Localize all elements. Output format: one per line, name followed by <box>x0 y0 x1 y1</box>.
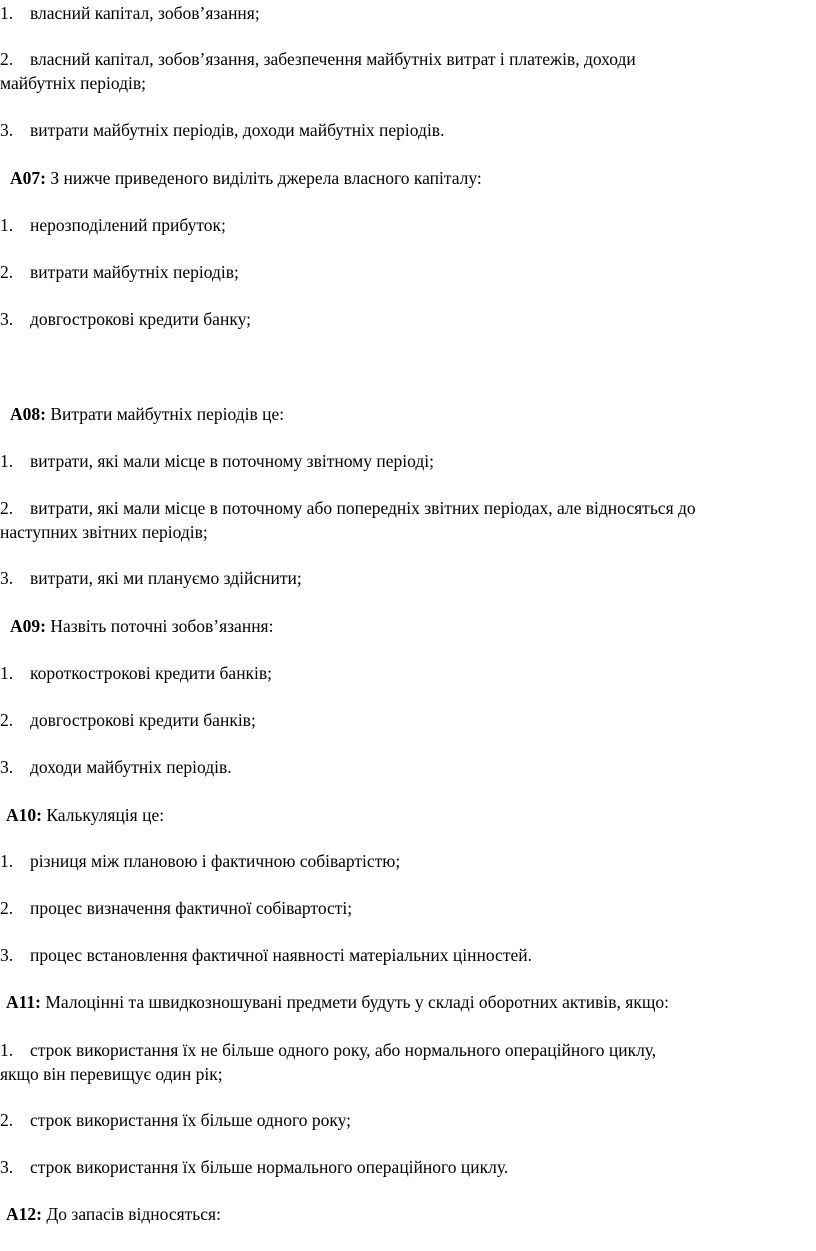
option-number: 2. <box>0 710 14 730</box>
option-text-continued: якщо він перевищує один рік; <box>0 1064 223 1084</box>
question-prompt: Калькуляція це: <box>46 805 165 825</box>
option-text-continued: майбутніх періодів; <box>0 73 146 93</box>
list-item <box>0 1 810 25</box>
question-id: А10: <box>6 805 42 825</box>
list-item <box>0 896 810 920</box>
option-number: 3. <box>0 309 14 329</box>
list-item <box>0 708 810 732</box>
option-number: 2. <box>0 898 14 918</box>
option-text: витрати майбутніх періодів, доходи майбутніх періодів. <box>30 120 445 140</box>
list-item <box>0 260 810 284</box>
option-number: 2. <box>0 498 14 518</box>
option-number: 1. <box>0 215 14 235</box>
option-text: процес визначення фактичної собівартості; <box>30 898 353 918</box>
list-item <box>0 307 810 331</box>
option-number: 2. <box>0 1110 14 1130</box>
option-text-continued: наступних звітних періодів; <box>0 522 208 542</box>
option-number: 3. <box>0 757 14 777</box>
option-number: 1. <box>0 851 14 871</box>
list-item <box>0 566 810 590</box>
list-item <box>0 1108 810 1132</box>
option-number: 2. <box>0 262 14 282</box>
question-id: А08: <box>10 404 46 424</box>
list-item <box>0 661 810 685</box>
list-item <box>0 118 810 142</box>
option-text: витрати, які ми плануємо здійснити; <box>30 568 302 588</box>
option-number: 2. <box>0 49 14 69</box>
list-item <box>0 449 810 473</box>
option-text: витрати, які мали місце в поточному або попередніх звітних періодах, але відносяться до <box>30 498 696 518</box>
list-item <box>0 849 810 873</box>
list-item <box>0 1038 810 1062</box>
list-item <box>0 213 810 237</box>
list-item <box>0 1155 810 1179</box>
list-item <box>0 496 810 520</box>
question-heading <box>0 1202 816 1226</box>
option-number: 3. <box>0 1157 14 1177</box>
option-number: 3. <box>0 945 14 965</box>
option-number: 3. <box>0 120 14 140</box>
question-id: А12: <box>6 1204 42 1224</box>
question-heading <box>0 990 816 1014</box>
option-text: нерозподілений прибуток; <box>30 215 226 235</box>
option-number: 1. <box>0 1040 14 1060</box>
question-prompt: Витрати майбутніх періодів це: <box>50 404 285 424</box>
option-text: витрати, які мали місце в поточному звітному періоді; <box>30 451 434 471</box>
question-prompt: З нижче приведеного виділіть джерела власного капіталу: <box>50 168 482 188</box>
option-text: різниця між плановою і фактичною собівартістю; <box>30 851 401 871</box>
option-number: 1. <box>0 3 14 23</box>
option-text: доходи майбутніх періодів. <box>30 757 232 777</box>
question-id: А09: <box>10 616 46 636</box>
question-prompt: Малоцінні та швидкозношувані предмети будуть у складі оборотних активів, якщо: <box>45 992 669 1012</box>
question-heading <box>0 614 816 638</box>
question-heading <box>0 803 816 827</box>
option-text: строк використання їх більше одного року; <box>30 1110 352 1130</box>
option-number: 1. <box>0 451 14 471</box>
option-text: витрати майбутніх періодів; <box>30 262 239 282</box>
list-item <box>0 943 810 967</box>
question-id: А11: <box>6 992 41 1012</box>
question-heading <box>0 402 816 426</box>
list-item <box>0 755 810 779</box>
option-text: власний капітал, зобов’язання; <box>30 3 260 23</box>
option-text: довгострокові кредити банку; <box>30 309 251 329</box>
option-text: строк використання їх більше нормального операційного циклу. <box>30 1157 509 1177</box>
question-prompt: Назвіть поточні зобов’язання: <box>50 616 274 636</box>
option-text: довгострокові кредити банків; <box>30 710 256 730</box>
option-text: короткострокові кредити банків; <box>30 663 273 683</box>
option-text: процес встановлення фактичної наявності матеріальних цінностей. <box>30 945 532 965</box>
option-text: власний капітал, зобов’язання, забезпечення майбутніх витрат і платежів, доходи <box>30 49 636 69</box>
option-text: строк використання їх не більше одного року, або нормального операційного циклу, <box>30 1040 657 1060</box>
option-number: 1. <box>0 663 14 683</box>
question-prompt: До запасів відносяться: <box>46 1204 221 1224</box>
option-number: 3. <box>0 568 14 588</box>
list-item <box>0 47 810 71</box>
question-heading <box>0 166 816 190</box>
question-id: А07: <box>10 168 46 188</box>
